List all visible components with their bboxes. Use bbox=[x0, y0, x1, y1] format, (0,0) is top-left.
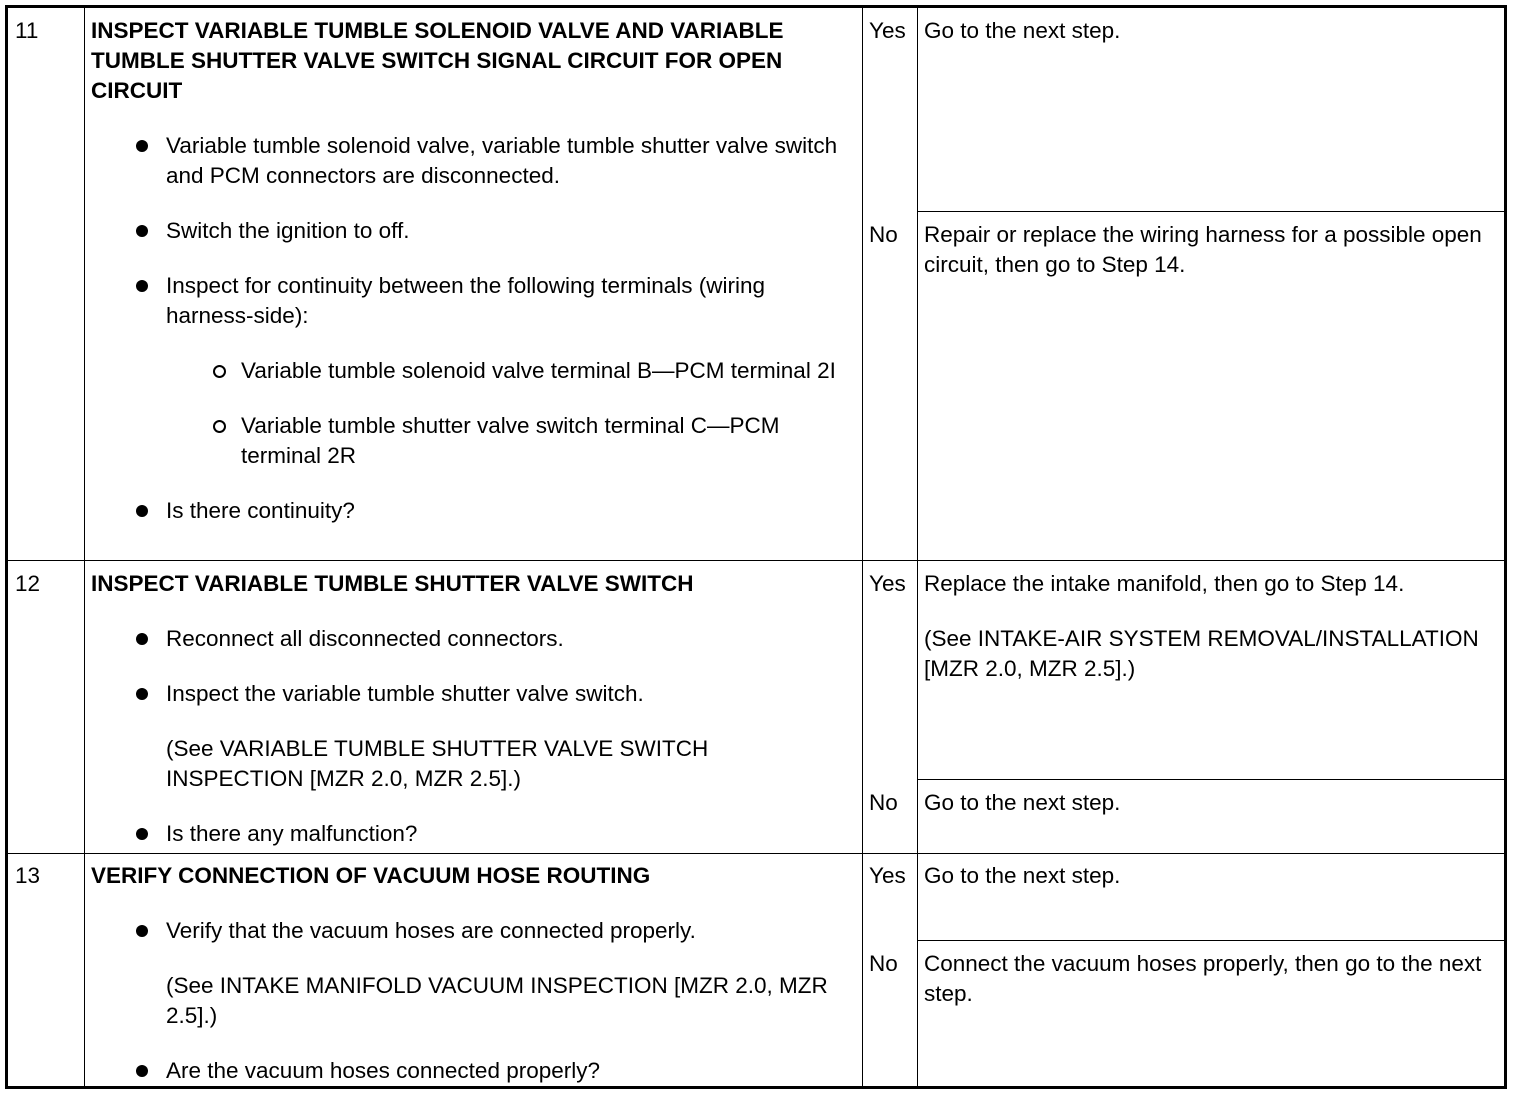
yes-action bbox=[924, 16, 1500, 46]
row-divider bbox=[8, 853, 1504, 854]
bullet-text: Inspect the variable tumble shutter valve switch. bbox=[166, 681, 644, 706]
bullet-text: Verify that the vacuum hoses are connected properly. bbox=[166, 918, 696, 943]
bullet-text: Switch the ignition to off. bbox=[166, 218, 410, 243]
bullet-text: Is there any malfunction? bbox=[166, 821, 418, 846]
bullet-text: Inspect for continuity between the following terminals (wiring harness-side): bbox=[166, 273, 766, 328]
bullet-icon bbox=[136, 688, 148, 700]
action-text: Go to the next step. bbox=[924, 863, 1121, 888]
sub-list-item bbox=[91, 356, 851, 386]
no-label: No bbox=[869, 222, 898, 247]
step-inspection bbox=[91, 569, 851, 849]
step-inspection bbox=[91, 861, 851, 1086]
yes-no-divider bbox=[917, 940, 1504, 941]
yes-no-divider bbox=[917, 779, 1504, 780]
column-divider-answer bbox=[917, 8, 918, 1086]
yes-label: Yes bbox=[869, 571, 906, 596]
action-text: Repair or replace the wiring harness for a possible open circuit, then go to Step 14. bbox=[924, 222, 1482, 277]
bullet-text: Reconnect all disconnected connectors. bbox=[166, 626, 564, 651]
bullet-icon bbox=[136, 225, 148, 237]
bullet-icon bbox=[136, 828, 148, 840]
bullet-list bbox=[91, 131, 851, 526]
list-item bbox=[91, 131, 851, 191]
no-label: No bbox=[869, 951, 898, 976]
action-text: Go to the next step. bbox=[924, 790, 1121, 815]
step-inspection bbox=[91, 16, 851, 526]
bullet-list bbox=[91, 916, 851, 946]
bullet-icon bbox=[136, 505, 148, 517]
list-item bbox=[91, 216, 851, 246]
sub-bullet-list bbox=[91, 356, 851, 471]
reference-note: (See VARIABLE TUMBLE SHUTTER VALVE SWITCH INSPECTION [MZR 2.0, MZR 2.5].) bbox=[166, 736, 709, 791]
step-title: VERIFY CONNECTION OF VACUUM HOSE ROUTING bbox=[91, 863, 651, 888]
reference-note: (See INTAKE-AIR SYSTEM REMOVAL/INSTALLATION [MZR 2.0, MZR 2.5].) bbox=[924, 626, 1479, 681]
list-item bbox=[91, 916, 851, 946]
yes-label: Yes bbox=[869, 18, 906, 43]
step-title: INSPECT VARIABLE TUMBLE SHUTTER VALVE SWITCH bbox=[91, 571, 694, 596]
bullet-text: Is there continuity? bbox=[166, 498, 355, 523]
step-number: 13 bbox=[15, 863, 41, 888]
bullet-icon bbox=[136, 925, 148, 937]
list-item bbox=[91, 496, 851, 526]
list-item bbox=[91, 679, 851, 709]
action-text: Replace the intake manifold, then go to Step 14. bbox=[924, 571, 1405, 596]
bullet-icon bbox=[136, 1065, 148, 1077]
bullet-icon bbox=[136, 140, 148, 152]
yes-action bbox=[924, 569, 1500, 684]
bullet-text: Are the vacuum hoses connected properly? bbox=[166, 1058, 601, 1083]
list-item bbox=[91, 819, 851, 849]
bullet-list bbox=[91, 624, 851, 709]
sub-bullet-text: Variable tumble solenoid valve terminal B—PCM terminal 2I bbox=[241, 358, 836, 383]
sub-list-item bbox=[91, 411, 851, 471]
row-divider bbox=[8, 560, 1504, 561]
column-divider-step bbox=[84, 8, 85, 1086]
bullet-text: Variable tumble solenoid valve, variable tumble shutter valve switch and PCM connectors are disconnected. bbox=[166, 133, 838, 188]
reference-note: (See INTAKE MANIFOLD VACUUM INSPECTION [MZR 2.0, MZR 2.5].) bbox=[166, 973, 828, 1028]
no-action bbox=[924, 949, 1500, 1009]
action-text: Go to the next step. bbox=[924, 18, 1121, 43]
step-title: INSPECT VARIABLE TUMBLE SOLENOID VALVE AND VARIABLE TUMBLE SHUTTER VALVE SWITCH SIGNAL CIRCUIT FOR OPEN CIRCUIT bbox=[91, 18, 784, 103]
action-text: Connect the vacuum hoses properly, then go to the next step. bbox=[924, 951, 1482, 1006]
bullet-list bbox=[91, 819, 851, 849]
troubleshooting-table bbox=[5, 5, 1507, 1089]
no-label: No bbox=[869, 790, 898, 815]
bullet-icon bbox=[136, 280, 148, 292]
column-divider-inspection bbox=[862, 8, 863, 1086]
yes-no-divider bbox=[917, 211, 1504, 212]
bullet-icon bbox=[136, 633, 148, 645]
step-number: 11 bbox=[15, 18, 39, 43]
list-item bbox=[91, 624, 851, 654]
sub-bullet-text: Variable tumble shutter valve switch terminal C—PCM terminal 2R bbox=[241, 413, 780, 468]
list-item bbox=[91, 1056, 851, 1086]
yes-label: Yes bbox=[869, 863, 906, 888]
step-number: 12 bbox=[15, 571, 41, 596]
hollow-circle-icon bbox=[213, 365, 226, 378]
list-item bbox=[91, 271, 851, 471]
yes-action bbox=[924, 861, 1500, 891]
bullet-list bbox=[91, 1056, 851, 1086]
no-action bbox=[924, 220, 1500, 280]
hollow-circle-icon bbox=[213, 420, 226, 433]
no-action bbox=[924, 788, 1500, 818]
